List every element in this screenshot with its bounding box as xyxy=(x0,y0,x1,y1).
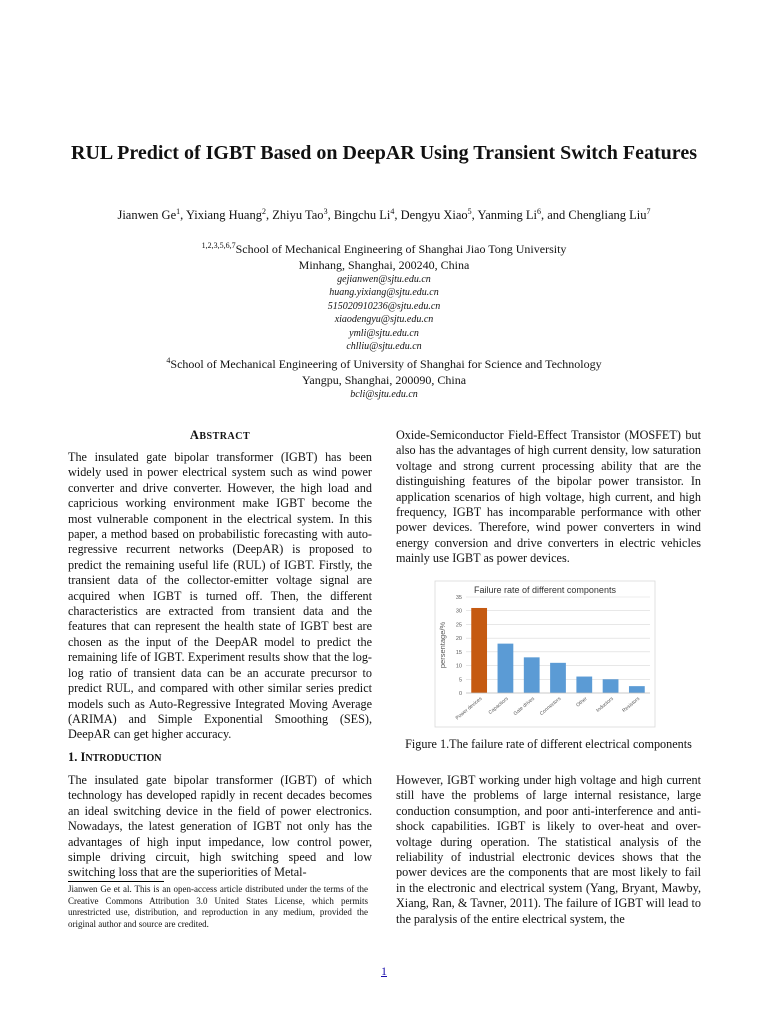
y-tick-label: 25 xyxy=(455,622,462,629)
author-sup: 6 xyxy=(536,207,541,216)
bar xyxy=(576,677,592,693)
y-tick-label: 30 xyxy=(455,608,462,615)
x-tick-label: Gate drives xyxy=(512,695,536,717)
affiliation-2-sup: 4 xyxy=(166,356,171,366)
intro-heading-text: INTRODUCTION xyxy=(80,750,162,764)
figure-caption: Figure 1.The failure rate of different electrical components xyxy=(405,737,692,751)
affiliation-2 xyxy=(40,353,728,373)
y-tick-label: 10 xyxy=(455,663,462,670)
author-sup: 5 xyxy=(467,207,472,216)
x-tick-label: Power devices xyxy=(454,695,484,722)
bar xyxy=(524,657,540,693)
y-tick-label: 0 xyxy=(458,691,462,697)
email-link[interactable]: 515020910236@sjtu.edu.cn xyxy=(327,300,441,312)
bar xyxy=(550,663,566,693)
author-name: Yanming Li xyxy=(477,208,537,223)
right-paragraph-1: Oxide-Semiconductor Field-Effect Transistor (MOSFET) but also has the advantages of high current density, low saturation voltage and strong current processing ability that are the distinguishing features of the bipolar power transistor. In application scenarios of high voltage, high current, and high frequency, IGBT has incomparable performance with other power devices. Therefore, wind power converters in wind energy conversion and drive converters in electric vehicles mainly use IGBT as power devices. xyxy=(396,428,701,566)
intro-paragraph: The insulated gate bipolar transformer (IGBT) of which technology has developed rapidly in recent decades becomes an ideal switching device in the field of power electronics. Nowadays, the latest generation of IGBT not only has the advantages of high input impedance, low control power, simple driving circuit, high switching speed and low switching loss that are the superiorities of Metal- xyxy=(68,773,372,880)
email-link[interactable]: bcli@sjtu.edu.cn xyxy=(350,389,418,401)
author-name: Jianwen Ge xyxy=(117,208,177,223)
author-name: Zhiyu Tao xyxy=(272,208,324,223)
y-tick-label: 15 xyxy=(455,649,462,656)
y-tick-label: 35 xyxy=(455,595,462,601)
author-sup: 7 xyxy=(646,207,651,216)
affiliation-1-name: School of Mechanical Engineering of Shanghai Jiao Tong University xyxy=(235,242,567,256)
right-column-bottom xyxy=(396,773,701,927)
author-sup: 1 xyxy=(176,207,181,216)
bar xyxy=(603,679,619,693)
author-name: Chengliang Liu xyxy=(568,208,647,223)
emails-1 xyxy=(40,273,728,353)
y-tick-label: 20 xyxy=(455,636,462,643)
abstract-text: The insulated gate bipolar transformer (IGBT) has been widely used in power electrical system such as wind power converter and drive converter. However, the high load and capricious working environment make IGBT become the most vulnerable component in the electrical system. In this paper, a method based on probabilistic forecasting with auto-regressive recurrent networks (DeepAR) is proposed to predict the remaining useful life (RUL) of IGBT. Firstly, the transient data of the collector-emitter voltage signal are acquired when IGBT is turned off. Then, the different characteristics are extracted from transient data and the features that can represent the health state of IGBT best are chosen as the input of the DeepAR model to predict the remaining life of IGBT. Experiment results show that the log-log ratio of transient data can be an accurate precursor to predict RUL, and compared with other similar series predict models such as Auto-Regressive Integrated Moving Average (ARIMA) and Simple Exponential Smoothing (SES), DeepAR can get higher accuracy. xyxy=(68,450,372,742)
page-number-link[interactable]: 1 xyxy=(381,964,387,978)
right-column-top xyxy=(396,428,701,567)
failure-rate-bar-chart xyxy=(434,580,656,728)
affiliation-1-sup: 1,2,3,5,6,7 xyxy=(201,241,236,250)
email-link[interactable]: huang.yixiang@sjtu.edu.cn xyxy=(329,287,439,299)
bar xyxy=(471,608,487,693)
author-sup: 3 xyxy=(323,207,328,216)
left-column xyxy=(68,450,372,743)
abstract-heading: ABSTRACT xyxy=(189,428,251,442)
affiliation-1 xyxy=(40,238,728,258)
bar xyxy=(629,686,645,693)
x-tick-label: Other xyxy=(575,695,589,709)
affiliations xyxy=(40,238,728,402)
y-axis-label: persentage/% xyxy=(438,621,447,669)
footnote-divider xyxy=(68,881,164,882)
author-name: Dengyu Xiao xyxy=(400,208,468,223)
bar xyxy=(498,644,514,693)
email-link[interactable]: xiaodengyu@sjtu.edu.cn xyxy=(334,314,434,326)
affiliation-1-address: Minhang, Shanghai, 200240, China xyxy=(298,257,470,272)
author-sup: 2 xyxy=(261,207,266,216)
author-name: Bingchu Li xyxy=(333,208,391,223)
affiliation-2-name: School of Mechanical Engineering of University of Shanghai for Science and Technology xyxy=(170,357,602,372)
chart-title: Failure rate of different components xyxy=(474,585,616,595)
x-tick-label: Resistors xyxy=(621,695,642,714)
paper-title: RUL Predict of IGBT Based on DeepAR Using Transient Switch Features xyxy=(71,142,697,164)
x-tick-label: Capacitors xyxy=(487,695,510,716)
affiliation-2-address: Yangpu, Shanghai, 200090, China xyxy=(301,372,467,387)
email-link[interactable]: chlliu@sjtu.edu.cn xyxy=(346,341,422,353)
x-tick-label: Connectors xyxy=(538,695,563,717)
right-paragraph-2: However, IGBT working under high voltage and high current still have the problems of large internal resistance, large conduction consumption, and poor anti-interference and anti-shock capabilities. IGBT is likely to over-heat and over-voltage during operation. The statistical analysis of the reliability of industrial electronic devices shows that the power devices are the components that are most likely to fail in the electronic and electrical system (Yang, Bryant, Mawby, Xiang, Ran, & Tavner, 2011). The failure of IGBT will lead to the paralysis of the entire electrical system, the xyxy=(396,773,701,926)
footnote: Jianwen Ge et al. This is an open-access article distributed under the terms of the Creative Commons Attribution 3.0 United States License, which permits unrestricted use, distribution, and reproduction in any medium, provided the original author and source are credited. xyxy=(68,884,368,929)
introduction-heading xyxy=(68,750,162,765)
y-tick-label: 5 xyxy=(458,677,462,684)
author-list: Jianwen Ge$^1$, Yixiang Huang$^2$, Zhiyu Tao$^3$, Bingchu Li$^4$, Dengyu Xiao$^5$, Yanming Li$^6$, and Chengliang Liu$^7$ xyxy=(117,207,651,223)
intro-number: 1. xyxy=(68,750,78,764)
email-link[interactable]: gejianwen@sjtu.edu.cn xyxy=(337,274,431,285)
x-tick-label: Inductors xyxy=(595,695,615,714)
email-link[interactable]: ymli@sjtu.edu.cn xyxy=(349,327,419,339)
intro-column xyxy=(68,773,372,881)
author-sup: 4 xyxy=(390,207,395,216)
author-name: Yixiang Huang xyxy=(185,208,262,223)
